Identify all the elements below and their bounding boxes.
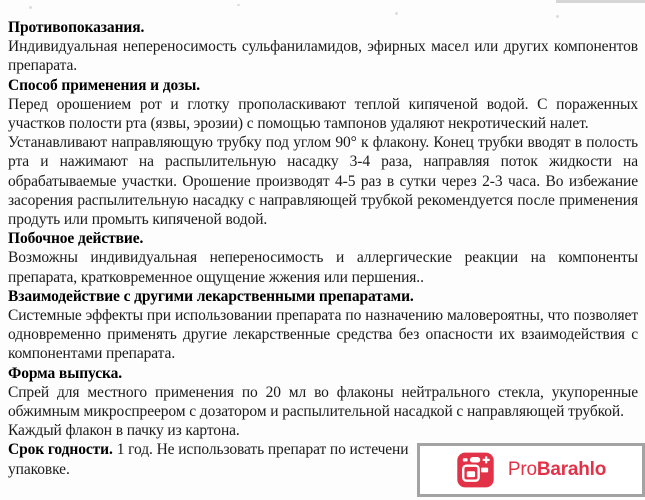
- paragraph: Системные эффекты при использовании препарата по назначению маловероятны, что позволяет одновременно применять другие лекарственные средства без опасности их взаимодействия с компонентами препарата.: [8, 307, 638, 363]
- paragraph: Устанавливают направляющую трубку под углом 90° к флакону. Конец трубки вводят в полость рта и нажимают на распылительную насадку 3-4 раза, направляя поток жидкости на обрабатываемые участки. Орошение производят 4-5 раз в сутки через 2-3 часа. Во избежание засорения распылительную насадку с направляющей трубкой рекомендуется после применения продуть или промыть кипяченой водой.: [8, 134, 638, 229]
- section-heading: Побочное действие.: [8, 230, 144, 248]
- watermark-brand-pro: Pro: [507, 459, 537, 480]
- paragraph: Возможны индивидуальная непереносимость и аллергические реакции на компоненты препарата, кратковременное ощущение жжения или першения..: [8, 249, 638, 286]
- paragraph: Перед орошением рот и глотку прополаскивают теплой кипяченой водой. С пораженных участков полости рта (язвы, эрозии) с помощью тампонов удаляют некротический налет.: [8, 95, 638, 133]
- paragraph: Спрей для местного применения по 20 мл во флаконы нейтрального стекла, укупоренные обжимным микроспреером с дозатором и распылительной насадкой с направляющей трубкой.: [8, 383, 638, 421]
- doc-sections: [8, 18, 638, 440]
- section-heading: Способ применения и дозы.: [8, 76, 201, 94]
- section-heading: Форма выпуска.: [8, 364, 123, 382]
- probarahlo-watermark: [417, 443, 645, 497]
- shelf-life-text: 1 год. Не использовать препарат по истечени: [116, 441, 409, 459]
- shelf-life-label: Срок годности.: [8, 441, 113, 459]
- shelf-life-continuation: упаковке.: [8, 460, 70, 478]
- section-heading: Противопоказания.: [8, 19, 145, 36]
- watermark-brand-barahlo: Barahlo: [536, 459, 607, 480]
- section-heading: Взаимодействие с другими лекарственными препаратами.: [8, 287, 414, 305]
- watermark-brand-text: [508, 459, 606, 481]
- paragraph: Каждый флакон в пачку из картона.: [8, 422, 240, 440]
- paragraph: Индивидуальная непереносимость сульфаниламидов, эфирных масел или других компонентов препарата.: [8, 38, 638, 75]
- camera-icon: [456, 451, 495, 489]
